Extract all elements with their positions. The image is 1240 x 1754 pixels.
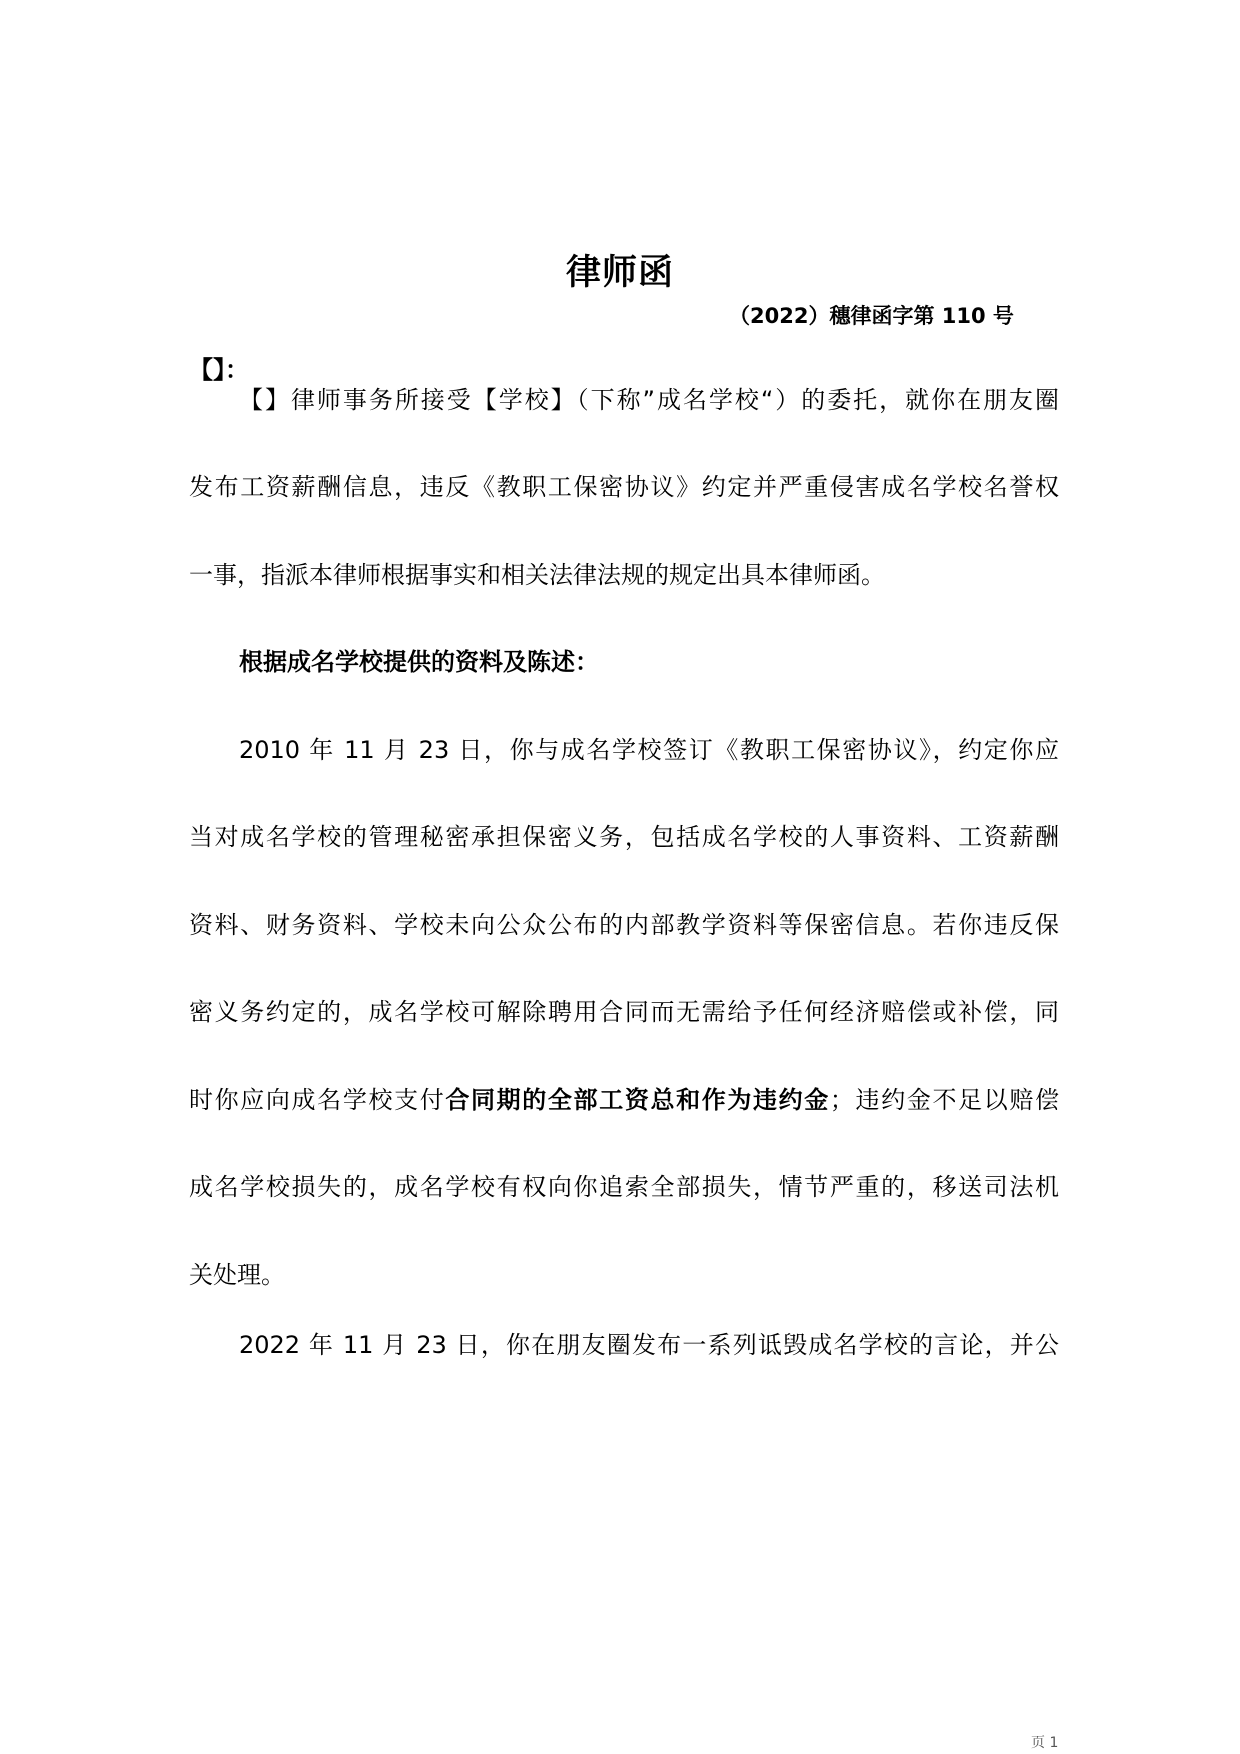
letter-title: 律师函 <box>565 253 674 293</box>
salutation: 【】： <box>189 356 249 384</box>
paragraph-line: 发布工资薪酬信息，违反《教职工保密协议》约定并严重侵害成名学校名誉权 <box>189 473 1059 501</box>
line-text: 时你应向成名学校支付 <box>189 1086 446 1114</box>
paragraph-line: 密义务约定的，成名学校可解除聘用合同而无需给予任何经济赔偿或补偿，同 <box>189 998 1059 1026</box>
penalty-clause-emphasis: 合同期的全部工资总和作为违约金 <box>445 1086 830 1114</box>
document-number: （2022）穗律函字第 110 号 <box>729 304 1014 328</box>
paragraph-line: 成名学校损失的，成名学校有权向你追索全部损失，情节严重的，移送司法机 <box>189 1173 1059 1201</box>
paragraph-line: 当对成名学校的管理秘密承担保密义务，包括成名学校的人事资料、工资薪酬 <box>189 823 1059 851</box>
paragraph-line: 资料、财务资料、学校未向公众公布的内部教学资料等保密信息。若你违反保 <box>189 911 1059 939</box>
page-number: 页 1 <box>1031 1735 1059 1751</box>
paragraph-line: 关处理。 <box>189 1261 285 1289</box>
paragraph-line: 【】律师事务所接受【学校】（下称”成名学校“）的委托，就你在朋友圈 <box>239 386 1059 414</box>
section-heading: 根据成名学校提供的资料及陈述： <box>239 648 599 676</box>
paragraph-line: 2010 年 11 月 23 日，你与成名学校签订《教职工保密协议》，约定你应 <box>239 736 1059 764</box>
paragraph-line: 一事，指派本律师根据事实和相关法律法规的规定出具本律师函。 <box>189 561 885 589</box>
paragraph-line <box>189 1083 1059 1117</box>
line-text: ；违约金不足以赔偿 <box>829 1086 1059 1114</box>
paragraph-line: 2022 年 11 月 23 日，你在朋友圈发布一系列诋毁成名学校的言论，并公 <box>239 1331 1059 1359</box>
